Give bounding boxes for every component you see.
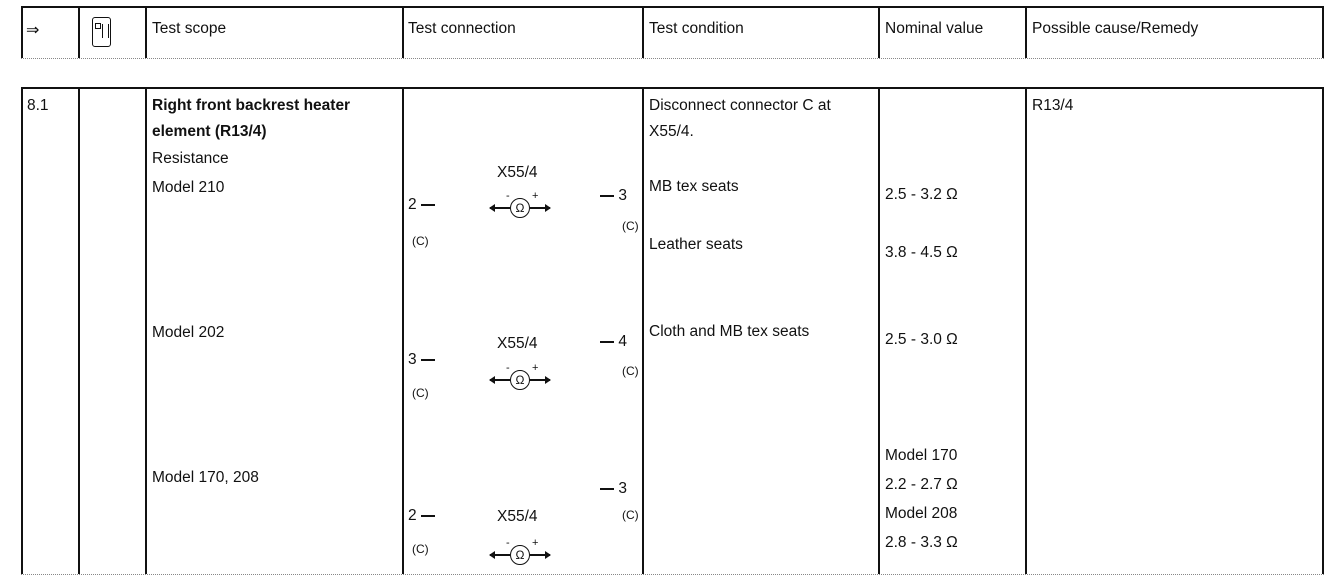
header-divider <box>78 6 80 58</box>
ohmmeter-icon: Ω - + <box>490 370 550 390</box>
connector-label: X55/4 <box>497 164 538 181</box>
header-divider <box>402 6 404 58</box>
header-test-connection: Test connection <box>408 20 516 37</box>
header-test-condition: Test condition <box>649 20 744 37</box>
row-top-border <box>21 87 1324 89</box>
nominal-value-2: 3.8 - 4.5 Ω <box>885 244 958 261</box>
right-pin: 3 <box>600 187 627 205</box>
header-divider <box>1025 6 1027 58</box>
header-divider <box>878 6 880 58</box>
header-nominal-value: Nominal value <box>885 20 984 37</box>
scope-model-170-208: Model 170, 208 <box>152 469 259 486</box>
nominal-value-1: 2.5 - 3.2 Ω <box>885 186 958 203</box>
left-pin-sub: (C) <box>412 386 429 400</box>
header-test-scope: Test scope <box>152 20 227 37</box>
header-divider <box>145 6 147 58</box>
left-pin: 2 <box>408 507 435 525</box>
scope-model-210: Model 210 <box>152 179 225 196</box>
wire-icon <box>600 195 614 197</box>
row-divider <box>1025 87 1027 574</box>
header-divider <box>21 6 23 58</box>
nominal-model-170: Model 170 <box>885 447 958 464</box>
document-icon <box>92 17 111 47</box>
left-pin: 2 <box>408 196 435 214</box>
connector-label: X55/4 <box>497 335 538 352</box>
nominal-model-208: Model 208 <box>885 505 958 522</box>
scope-title-line2: element (R13/4) <box>152 123 267 140</box>
condition-leather: Leather seats <box>649 236 743 253</box>
scope-resistance: Resistance <box>152 150 229 167</box>
right-pin: 3 <box>600 480 627 498</box>
header-bottom-dots <box>21 58 1324 60</box>
wire-icon <box>421 515 435 517</box>
wire-icon <box>600 341 614 343</box>
left-pin-sub: (C) <box>412 542 429 556</box>
condition-disconnect-line2: X55/4. <box>649 123 694 140</box>
row-divider <box>21 87 23 574</box>
wire-icon <box>600 488 614 490</box>
right-pin-sub: (C) <box>622 508 639 522</box>
ohmmeter-icon: Ω - + <box>490 198 550 218</box>
left-pin-sub: (C) <box>412 234 429 248</box>
condition-mb-tex: MB tex seats <box>649 178 739 195</box>
row-divider <box>402 87 404 574</box>
connector-label: X55/4 <box>497 508 538 525</box>
possible-cause: R13/4 <box>1032 97 1074 114</box>
nominal-value-3: 2.5 - 3.0 Ω <box>885 331 958 348</box>
row-divider <box>1322 87 1324 574</box>
row-divider <box>145 87 147 574</box>
header-divider <box>1322 6 1324 58</box>
condition-disconnect-line1: Disconnect connector C at <box>649 97 831 114</box>
arrow-icon: ⇒ <box>26 22 40 39</box>
row-divider <box>642 87 644 574</box>
row-number: 8.1 <box>27 97 49 114</box>
right-pin-sub: (C) <box>622 364 639 378</box>
nominal-value-170: 2.2 - 2.7 Ω <box>885 476 958 493</box>
scope-title-line1: Right front backrest heater <box>152 97 351 114</box>
ohmmeter-icon: Ω - + <box>490 545 550 565</box>
right-pin: 4 <box>600 333 627 351</box>
row-bottom-dots <box>21 574 1324 576</box>
left-pin: 3 <box>408 351 435 369</box>
header-top-border <box>21 6 1324 8</box>
right-pin-sub: (C) <box>622 219 639 233</box>
wire-icon <box>421 204 435 206</box>
nominal-value-208: 2.8 - 3.3 Ω <box>885 534 958 551</box>
header-divider <box>642 6 644 58</box>
wire-icon <box>421 359 435 361</box>
scope-model-202: Model 202 <box>152 324 225 341</box>
header-possible-cause: Possible cause/Remedy <box>1032 20 1199 37</box>
row-divider <box>878 87 880 574</box>
row-divider <box>78 87 80 574</box>
condition-cloth-mb-tex: Cloth and MB tex seats <box>649 323 810 340</box>
